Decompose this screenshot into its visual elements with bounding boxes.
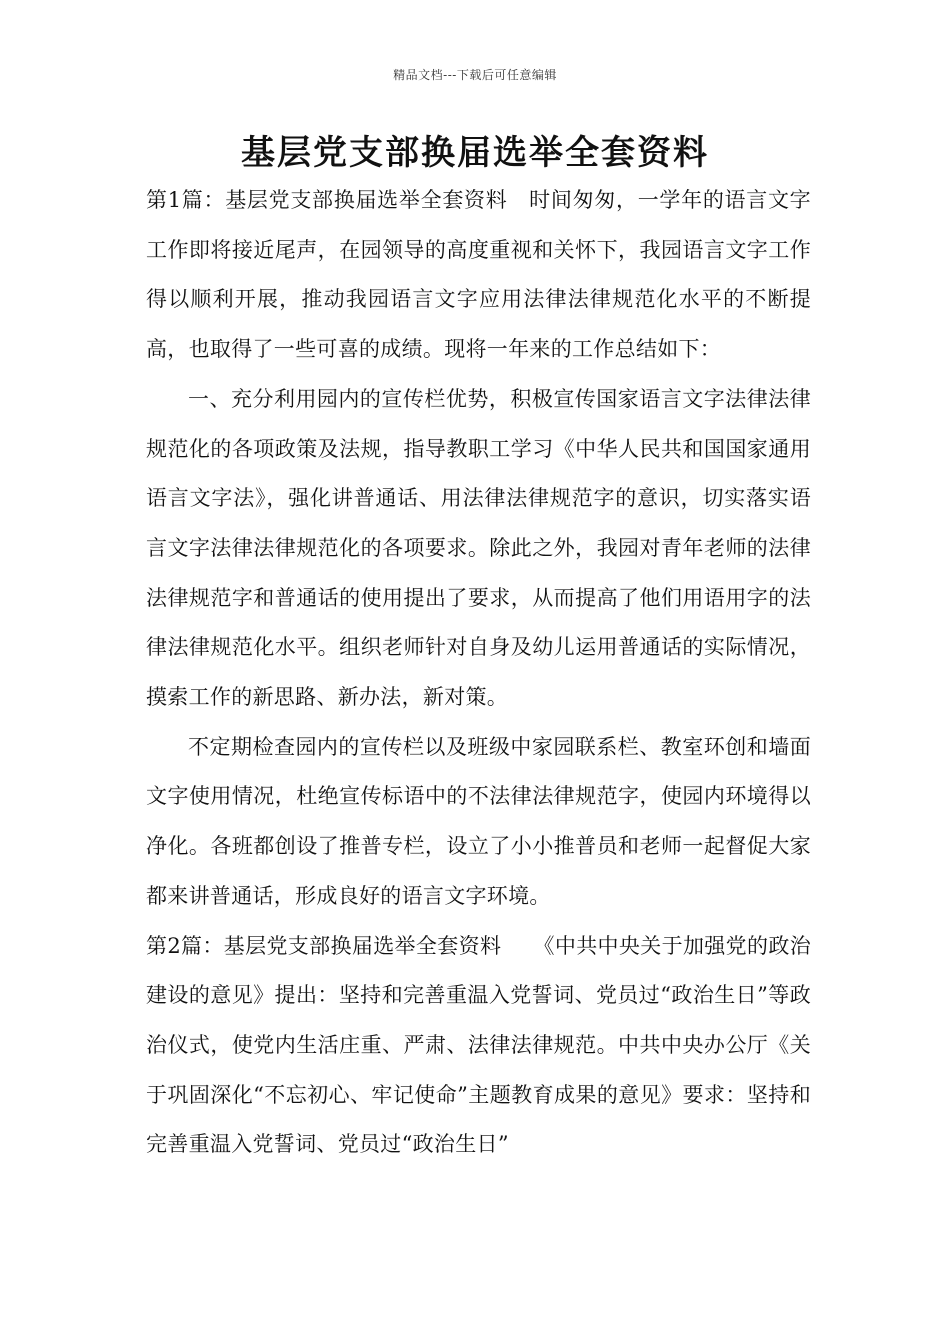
paragraph-1: 第1篇：基层党支部换届选举全套资料 时间匆匆，一学年的语言文字工作即将接近尾声，在园领导的高度重视和关怀下，我园语言文字工作得以顺利开展，推动我园语言文字应用法律法律规范化水平的不断提高，也取得了一些可喜的成绩。现将一年来的工作总结如下： (146, 188, 811, 362)
paragraph-3: 不定期检查园内的宣传栏以及班级中家园联系栏、教室环创和墙面文字使用情况，杜绝宣传标语中的不法律法律规范字，使园内环境得以净化。各班都创设了推普专栏，设立了小小推普员和老师一起督促大家都来讲普通话，形成良好的语言文字环境。 (146, 734, 811, 908)
header-note: 精品文档---下载后可任意编辑 (393, 68, 557, 82)
document-body (146, 176, 811, 1170)
paragraph-4: 第2篇：基层党支部换届选举全套资料 《中共中央关于加强党的政治建设的意见》提出：坚持和完善重温入党誓词、党员过“政治生日”等政治仪式，使党内生活庄重、严肃、法律法律规范。中共中央办公厅《关于巩固深化“不忘初心、牢记使命”主题教育成果的意见》要求：坚持和完善重温入党誓词、党员过“政治生日” (146, 933, 811, 1157)
document-title: 基层党支部换届选举全套资料 (241, 133, 709, 173)
paragraph-2: 一、充分利用园内的宣传栏优势，积极宣传国家语言文字法律法律规范化的各项政策及法规，指导教职工学习《中华人民共和国国家通用语言文字法》，强化讲普通话、用法律法律规范字的意识，切实落实语言文字法律法律规范化的各项要求。除此之外，我园对青年老师的法律法律规范字和普通话的使用提出了要求，从而提高了他们用语用字的法律法律规范化水平。组织老师针对自身及幼儿运用普通话的实际情况，摸索工作的新思路、新办法，新对策。 (146, 386, 811, 710)
